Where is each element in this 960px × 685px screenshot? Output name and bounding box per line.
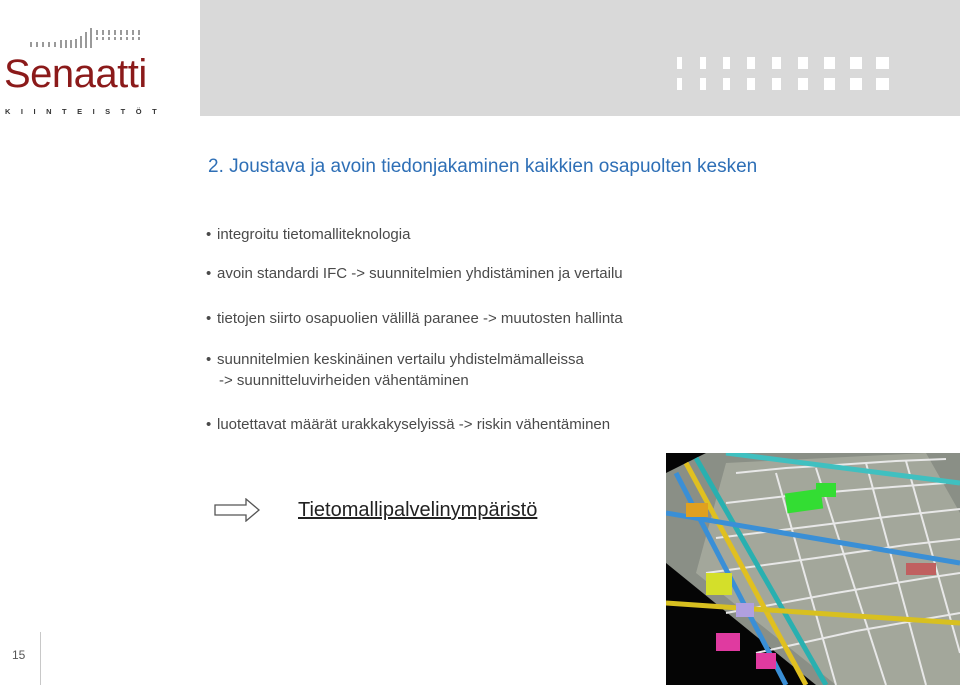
bullet-text: avoin standardi IFC -> suunnitelmien yhdistäminen ja vertailu xyxy=(217,265,623,282)
logo-wordmark: Senaatti xyxy=(4,52,147,96)
bullet-item xyxy=(206,224,410,245)
header-bars-icon xyxy=(677,57,902,93)
slide-title: 2. Joustava ja avoin tiedonjakaminen kaikkien osapuolten kesken xyxy=(208,156,758,177)
tietomallipalvelin-link[interactable]: Tietomallipalvelinympäristö xyxy=(298,499,538,521)
bullet-continuation: -> suunnitteluvirheiden vähentäminen xyxy=(219,372,469,389)
bullet-item xyxy=(206,308,623,329)
bullet-text: integroitu tietomalliteknologia xyxy=(217,226,411,243)
header-band xyxy=(200,0,960,116)
page-divider xyxy=(40,632,41,685)
senaatti-logo xyxy=(0,0,200,116)
bullet-dot-icon: • xyxy=(206,351,212,368)
bullet-dot-icon: • xyxy=(206,416,212,433)
bullet-dot-icon: • xyxy=(206,265,212,282)
bullet-text: luotettavat määrät urakkakyselyissä -> riskin vähentäminen xyxy=(217,416,611,433)
bullet-item xyxy=(206,349,584,391)
bullet-item xyxy=(206,414,610,435)
right-arrow-icon xyxy=(214,498,260,522)
bullet-text: suunnitelmien keskinäinen vertailu yhdistelmämalleissa xyxy=(217,351,584,368)
bullet-item xyxy=(206,263,623,284)
bullet-dot-icon: • xyxy=(206,226,212,243)
building-model-image xyxy=(666,453,960,685)
bullet-text: tietojen siirto osapuolien välillä paranee -> muutosten hallinta xyxy=(217,310,623,327)
bullet-dot-icon: • xyxy=(206,310,212,327)
logo-subword: KIINTEISTÖT xyxy=(5,107,168,116)
page-number: 15 xyxy=(12,648,26,662)
logo-bars-icon xyxy=(30,28,142,52)
